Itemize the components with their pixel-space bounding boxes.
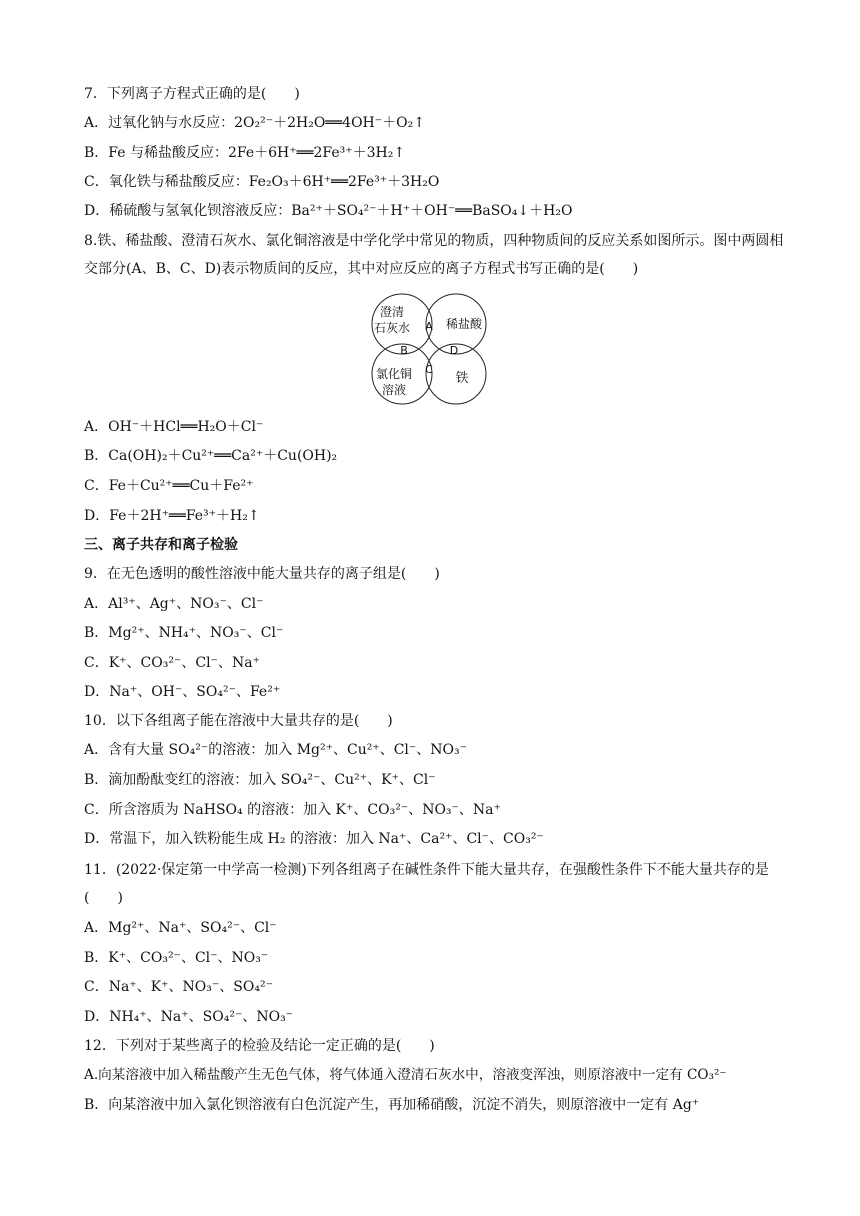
- question-9-stem: 9．在无色透明的酸性溶液中能大量共存的离子组是( ): [84, 566, 440, 582]
- question-10-option-d: D．常温下，加入铁粉能生成 H₂ 的溶液：加入 Na⁺、Ca²⁺、Cl⁻、CO₃²⁻: [84, 831, 544, 847]
- venn-label-a: A: [425, 320, 433, 333]
- section-heading: 三、离子共存和离子检验: [84, 537, 238, 553]
- venn-label-d: D: [449, 344, 459, 357]
- question-7-stem: 7．下列离子方程式正确的是( ): [84, 86, 300, 102]
- question-8-option-d: D．Fe＋2H⁺══Fe³⁺＋H₂↑: [84, 508, 260, 524]
- venn-label-b: B: [400, 344, 408, 357]
- venn-text-iron: 铁: [455, 371, 469, 386]
- venn-label-c: C: [425, 363, 433, 376]
- question-12-option-b: B．向某溶液中加入氯化钡溶液有白色沉淀产生，再加稀硝酸，沉淀不消失，则原溶液中一定有 Ag⁺: [84, 1097, 700, 1113]
- question-11-stem: 11．(2022·保定第一中学高一检测)下列各组离子在碱性条件下能大量共存，在强酸性条件下不能大量共存的是( ): [84, 862, 769, 906]
- question-7-option-a: A．过氧化钠与水反应：2O₂²⁻＋2H₂O══4OH⁻＋O₂↑: [84, 115, 425, 131]
- question-8-stem: 8.铁、稀盐酸、澄清石灰水、氯化铜溶液是中学化学中常见的物质，四种物质间的反应关系如图所示。图中两圆相交部分(A、B、C、D)表示物质间的反应，其中对应反应的离子方程式书写正确的是( ): [84, 233, 784, 277]
- question-10-stem: 10．以下各组离子能在溶液中大量共存的是( ): [84, 713, 393, 729]
- question-12-stem: 12．下列对于某些离子的检验及结论一定正确的是( ): [84, 1038, 435, 1054]
- question-9-option-c: C．K⁺、CO₃²⁻、Cl⁻、Na⁺: [84, 655, 260, 671]
- question-9-option-d: D．Na⁺、OH⁻、SO₄²⁻、Fe²⁺: [84, 684, 281, 700]
- question-8-option-b: B．Ca(OH)₂＋Cu²⁺══Ca²⁺＋Cu(OH)₂: [84, 448, 338, 464]
- venn-text-copper-chloride-1: 氯化铜: [375, 367, 413, 381]
- venn-diagram: [368, 290, 492, 412]
- question-11-option-a: A．Mg²⁺、Na⁺、SO₄²⁻、Cl⁻: [84, 920, 277, 936]
- question-9-option-b: B．Mg²⁺、NH₄⁺、NO₃⁻、Cl⁻: [84, 625, 284, 641]
- venn-text-limewater-2: 石灰水: [373, 321, 411, 335]
- venn-text-limewater-1: 澄清: [379, 305, 405, 319]
- question-7-option-c: C．氧化铁与稀盐酸反应：Fe₂O₃＋6H⁺══2Fe³⁺＋3H₂O: [84, 174, 440, 190]
- question-11-option-d: D．NH₄⁺、Na⁺、SO₄²⁻、NO₃⁻: [84, 1009, 294, 1025]
- question-11-option-b: B．K⁺、CO₃²⁻、Cl⁻、NO₃⁻: [84, 950, 269, 966]
- question-8-option-c: C．Fe＋Cu²⁺══Cu＋Fe²⁺: [84, 478, 254, 494]
- question-7-option-b: B．Fe 与稀盐酸反应：2Fe＋6H⁺══2Fe³⁺＋3H₂↑: [84, 145, 406, 161]
- venn-text-hydrochloric-acid: 稀盐酸: [445, 317, 483, 331]
- question-12-option-a: A.向某溶液中加入稀盐酸产生无色气体，将气体通入澄清石灰水中，溶液变浑浊，则原溶液中一定有 CO₃²⁻: [84, 1067, 727, 1083]
- question-7-option-d: D．稀硫酸与氢氧化钡溶液反应：Ba²⁺＋SO₄²⁻＋H⁺＋OH⁻══BaSO₄↓＋H₂O: [84, 203, 573, 219]
- venn-text-copper-chloride-2: 溶液: [381, 383, 407, 397]
- question-11-option-c: C．Na⁺、K⁺、NO₃⁻、SO₄²⁻: [84, 979, 273, 995]
- question-8-option-a: A．OH⁻＋HCl══H₂O＋Cl⁻: [84, 419, 264, 435]
- question-10-option-b: B．滴加酚酞变红的溶液：加入 SO₄²⁻、Cu²⁺、K⁺、Cl⁻: [84, 772, 436, 788]
- question-9-option-a: A．Al³⁺、Ag⁺、NO₃⁻、Cl⁻: [84, 596, 264, 612]
- question-10-option-c: C．所含溶质为 NaHSO₄ 的溶液：加入 K⁺、CO₃²⁻、NO₃⁻、Na⁺: [84, 802, 501, 818]
- question-10-option-a: A．含有大量 SO₄²⁻的溶液：加入 Mg²⁺、Cu²⁺、Cl⁻、NO₃⁻: [84, 742, 468, 758]
